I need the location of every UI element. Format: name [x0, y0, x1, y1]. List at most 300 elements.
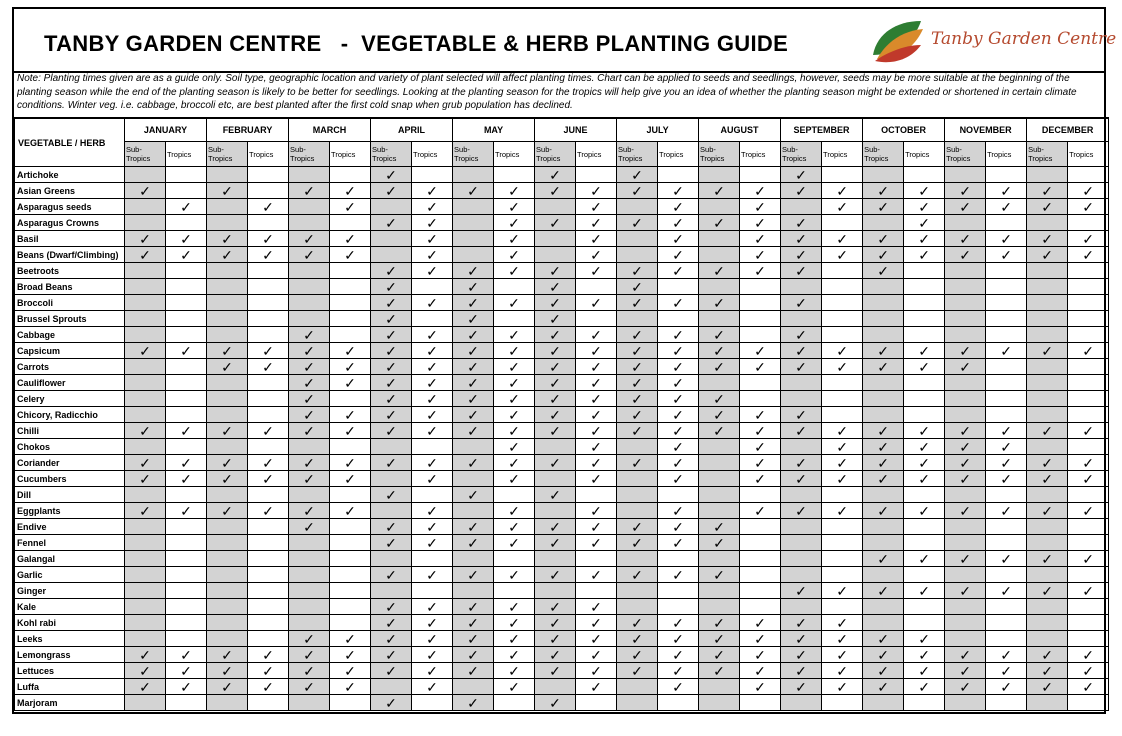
check-icon: ✓	[781, 647, 822, 663]
empty-cell	[330, 551, 371, 567]
empty-cell	[904, 167, 945, 183]
empty-cell	[781, 695, 822, 711]
table-row	[15, 295, 1109, 311]
empty-cell	[617, 599, 658, 615]
empty-cell	[289, 615, 330, 631]
empty-cell	[576, 311, 617, 327]
empty-cell	[740, 167, 781, 183]
empty-cell	[166, 535, 207, 551]
check-icon: ✓	[371, 423, 412, 439]
empty-cell	[781, 375, 822, 391]
check-icon: ✓	[330, 471, 371, 487]
empty-cell	[330, 295, 371, 311]
empty-cell	[289, 583, 330, 599]
check-icon: ✓	[371, 487, 412, 503]
empty-cell	[207, 167, 248, 183]
check-icon: ✓	[658, 391, 699, 407]
check-icon: ✓	[822, 359, 863, 375]
check-icon: ✓	[1068, 455, 1109, 471]
empty-cell	[1068, 263, 1109, 279]
empty-cell	[945, 407, 986, 423]
empty-cell	[658, 167, 699, 183]
vegetable-name: Lemongrass	[15, 647, 125, 663]
vegetable-name: Chokos	[15, 439, 125, 455]
empty-cell	[576, 279, 617, 295]
empty-cell	[904, 487, 945, 503]
zone-header-subtropics: Sub-Tropics	[1027, 142, 1068, 167]
empty-cell	[699, 231, 740, 247]
check-icon: ✓	[576, 439, 617, 455]
empty-cell	[494, 167, 535, 183]
check-icon: ✓	[986, 183, 1027, 199]
check-icon: ✓	[535, 295, 576, 311]
check-icon: ✓	[699, 343, 740, 359]
check-icon: ✓	[617, 359, 658, 375]
empty-cell	[248, 407, 289, 423]
check-icon: ✓	[945, 583, 986, 599]
check-icon: ✓	[658, 439, 699, 455]
empty-cell	[617, 583, 658, 599]
empty-cell	[125, 167, 166, 183]
check-icon: ✓	[371, 599, 412, 615]
month-header: FEBRUARY	[207, 118, 289, 142]
empty-cell	[863, 391, 904, 407]
check-icon: ✓	[576, 519, 617, 535]
empty-cell	[248, 535, 289, 551]
empty-cell	[822, 215, 863, 231]
zone-header-subtropics: Sub-Tropics	[371, 142, 412, 167]
check-icon: ✓	[1027, 183, 1068, 199]
check-icon: ✓	[1068, 423, 1109, 439]
check-icon: ✓	[863, 199, 904, 215]
check-icon: ✓	[207, 231, 248, 247]
empty-cell	[822, 551, 863, 567]
empty-cell	[166, 183, 207, 199]
empty-cell	[863, 327, 904, 343]
empty-cell	[1068, 295, 1109, 311]
check-icon: ✓	[453, 567, 494, 583]
empty-cell	[1027, 631, 1068, 647]
empty-cell	[740, 487, 781, 503]
empty-cell	[248, 263, 289, 279]
check-icon: ✓	[904, 583, 945, 599]
check-icon: ✓	[658, 263, 699, 279]
empty-cell	[740, 551, 781, 567]
check-icon: ✓	[986, 423, 1027, 439]
check-icon: ✓	[453, 327, 494, 343]
empty-cell	[699, 439, 740, 455]
check-icon: ✓	[617, 183, 658, 199]
check-icon: ✓	[494, 407, 535, 423]
empty-cell	[330, 311, 371, 327]
leaf-logo-icon	[869, 15, 927, 65]
empty-cell	[453, 439, 494, 455]
vegetable-name: Broad Beans	[15, 279, 125, 295]
empty-cell	[248, 295, 289, 311]
check-icon: ✓	[412, 199, 453, 215]
check-icon: ✓	[986, 199, 1027, 215]
check-icon: ✓	[904, 343, 945, 359]
check-icon: ✓	[535, 407, 576, 423]
empty-cell	[289, 439, 330, 455]
empty-cell	[945, 263, 986, 279]
check-icon: ✓	[781, 263, 822, 279]
check-icon: ✓	[822, 583, 863, 599]
empty-cell	[166, 439, 207, 455]
empty-cell	[822, 407, 863, 423]
empty-cell	[1068, 567, 1109, 583]
check-icon: ✓	[617, 423, 658, 439]
check-icon: ✓	[371, 263, 412, 279]
empty-cell	[166, 615, 207, 631]
check-icon: ✓	[658, 679, 699, 695]
check-icon: ✓	[781, 343, 822, 359]
empty-cell	[330, 279, 371, 295]
empty-cell	[125, 263, 166, 279]
check-icon: ✓	[945, 247, 986, 263]
empty-cell	[412, 487, 453, 503]
empty-cell	[904, 279, 945, 295]
table-row	[15, 503, 1109, 519]
check-icon: ✓	[1027, 663, 1068, 679]
check-icon: ✓	[945, 423, 986, 439]
check-icon: ✓	[781, 407, 822, 423]
check-icon: ✓	[453, 263, 494, 279]
empty-cell	[535, 439, 576, 455]
check-icon: ✓	[699, 631, 740, 647]
check-icon: ✓	[781, 455, 822, 471]
empty-cell	[1027, 311, 1068, 327]
check-icon: ✓	[781, 663, 822, 679]
check-icon: ✓	[699, 215, 740, 231]
check-icon: ✓	[1068, 583, 1109, 599]
check-icon: ✓	[740, 503, 781, 519]
check-icon: ✓	[535, 663, 576, 679]
check-icon: ✓	[453, 311, 494, 327]
empty-cell	[371, 439, 412, 455]
check-icon: ✓	[535, 343, 576, 359]
check-icon: ✓	[371, 311, 412, 327]
month-header: SEPTEMBER	[781, 118, 863, 142]
empty-cell	[945, 487, 986, 503]
table-row	[15, 247, 1109, 263]
empty-cell	[1027, 359, 1068, 375]
check-icon: ✓	[822, 503, 863, 519]
check-icon: ✓	[1027, 343, 1068, 359]
check-icon: ✓	[330, 199, 371, 215]
empty-cell	[166, 599, 207, 615]
empty-cell	[781, 551, 822, 567]
zone-header-subtropics: Sub-Tropics	[207, 142, 248, 167]
empty-cell	[1027, 695, 1068, 711]
zone-header-subtropics: Sub-Tropics	[699, 142, 740, 167]
check-icon: ✓	[863, 263, 904, 279]
table-row	[15, 551, 1109, 567]
check-icon: ✓	[986, 471, 1027, 487]
check-icon: ✓	[822, 343, 863, 359]
empty-cell	[699, 199, 740, 215]
check-icon: ✓	[371, 455, 412, 471]
empty-cell	[986, 375, 1027, 391]
check-icon: ✓	[658, 615, 699, 631]
check-icon: ✓	[494, 343, 535, 359]
empty-cell	[781, 279, 822, 295]
empty-cell	[986, 407, 1027, 423]
vegetable-name: Artichoke	[15, 167, 125, 183]
check-icon: ✓	[658, 423, 699, 439]
empty-cell	[863, 615, 904, 631]
check-icon: ✓	[453, 599, 494, 615]
vegetable-name: Leeks	[15, 631, 125, 647]
empty-cell	[945, 391, 986, 407]
check-icon: ✓	[658, 503, 699, 519]
check-icon: ✓	[986, 439, 1027, 455]
empty-cell	[904, 327, 945, 343]
empty-cell	[863, 375, 904, 391]
empty-cell	[125, 535, 166, 551]
empty-cell	[166, 167, 207, 183]
check-icon: ✓	[699, 407, 740, 423]
check-icon: ✓	[576, 647, 617, 663]
empty-cell	[986, 631, 1027, 647]
check-icon: ✓	[945, 455, 986, 471]
check-icon: ✓	[248, 679, 289, 695]
check-icon: ✓	[658, 247, 699, 263]
check-icon: ✓	[166, 231, 207, 247]
empty-cell	[494, 311, 535, 327]
check-icon: ✓	[658, 471, 699, 487]
table-row	[15, 583, 1109, 599]
check-icon: ✓	[535, 215, 576, 231]
empty-cell	[166, 279, 207, 295]
check-icon: ✓	[904, 631, 945, 647]
empty-cell	[453, 231, 494, 247]
empty-cell	[207, 599, 248, 615]
check-icon: ✓	[740, 455, 781, 471]
check-icon: ✓	[822, 439, 863, 455]
check-icon: ✓	[494, 199, 535, 215]
check-icon: ✓	[412, 679, 453, 695]
vegetable-name: Broccoli	[15, 295, 125, 311]
empty-cell	[781, 439, 822, 455]
check-icon: ✓	[535, 647, 576, 663]
table-row	[15, 615, 1109, 631]
empty-cell	[1068, 535, 1109, 551]
table-row	[15, 423, 1109, 439]
empty-cell	[863, 519, 904, 535]
empty-cell	[986, 263, 1027, 279]
logo-text: Tanby Garden Centre	[931, 29, 1117, 49]
empty-cell	[371, 583, 412, 599]
empty-cell	[986, 535, 1027, 551]
empty-cell	[453, 247, 494, 263]
check-icon: ✓	[535, 263, 576, 279]
empty-cell	[125, 439, 166, 455]
empty-cell	[248, 391, 289, 407]
vegetable-name: Ginger	[15, 583, 125, 599]
check-icon: ✓	[904, 215, 945, 231]
check-icon: ✓	[781, 327, 822, 343]
empty-cell	[494, 695, 535, 711]
check-icon: ✓	[412, 519, 453, 535]
zone-header-tropics: Tropics	[986, 142, 1027, 167]
check-icon: ✓	[658, 519, 699, 535]
empty-cell	[453, 215, 494, 231]
check-icon: ✓	[289, 183, 330, 199]
check-icon: ✓	[945, 359, 986, 375]
empty-cell	[166, 487, 207, 503]
check-icon: ✓	[330, 647, 371, 663]
empty-cell	[699, 167, 740, 183]
check-icon: ✓	[453, 535, 494, 551]
table-row	[15, 327, 1109, 343]
empty-cell	[822, 167, 863, 183]
zone-header-tropics: Tropics	[1068, 142, 1109, 167]
check-icon: ✓	[494, 247, 535, 263]
empty-cell	[863, 279, 904, 295]
check-icon: ✓	[412, 503, 453, 519]
empty-cell	[289, 263, 330, 279]
vegetable-name: Lettuces	[15, 663, 125, 679]
check-icon: ✓	[617, 647, 658, 663]
check-icon: ✓	[740, 359, 781, 375]
check-icon: ✓	[740, 615, 781, 631]
empty-cell	[248, 695, 289, 711]
check-icon: ✓	[945, 343, 986, 359]
empty-cell	[617, 551, 658, 567]
check-icon: ✓	[412, 567, 453, 583]
vegetable-name: Marjoram	[15, 695, 125, 711]
check-icon: ✓	[494, 631, 535, 647]
check-icon: ✓	[740, 471, 781, 487]
check-icon: ✓	[330, 679, 371, 695]
empty-cell	[289, 535, 330, 551]
empty-cell	[617, 679, 658, 695]
check-icon: ✓	[863, 663, 904, 679]
empty-cell	[535, 471, 576, 487]
check-icon: ✓	[412, 215, 453, 231]
check-icon: ✓	[166, 471, 207, 487]
month-header: NOVEMBER	[945, 118, 1027, 142]
empty-cell	[453, 199, 494, 215]
check-icon: ✓	[371, 327, 412, 343]
vegetable-name: Carrots	[15, 359, 125, 375]
empty-cell	[781, 567, 822, 583]
check-icon: ✓	[412, 663, 453, 679]
check-icon: ✓	[453, 295, 494, 311]
check-icon: ✓	[289, 359, 330, 375]
empty-cell	[248, 631, 289, 647]
check-icon: ✓	[371, 695, 412, 711]
check-icon: ✓	[863, 551, 904, 567]
empty-cell	[1027, 599, 1068, 615]
check-icon: ✓	[330, 375, 371, 391]
check-icon: ✓	[781, 615, 822, 631]
empty-cell	[699, 599, 740, 615]
zone-header-tropics: Tropics	[740, 142, 781, 167]
check-icon: ✓	[207, 359, 248, 375]
check-icon: ✓	[740, 631, 781, 647]
empty-cell	[125, 295, 166, 311]
check-icon: ✓	[617, 567, 658, 583]
empty-cell	[863, 167, 904, 183]
check-icon: ✓	[1027, 231, 1068, 247]
month-header: APRIL	[371, 118, 453, 142]
check-icon: ✓	[453, 631, 494, 647]
empty-cell	[822, 487, 863, 503]
empty-cell	[330, 167, 371, 183]
logo	[869, 15, 1117, 67]
empty-cell	[699, 503, 740, 519]
zone-header-tropics: Tropics	[494, 142, 535, 167]
page-title: TANBY GARDEN CENTRE - VEGETABLE & HERB PLANTING GUIDE	[44, 31, 789, 56]
check-icon: ✓	[371, 615, 412, 631]
check-icon: ✓	[617, 279, 658, 295]
empty-cell	[289, 295, 330, 311]
check-icon: ✓	[535, 359, 576, 375]
empty-cell	[986, 615, 1027, 631]
vegetable-name: Basil	[15, 231, 125, 247]
empty-cell	[1068, 439, 1109, 455]
check-icon: ✓	[1068, 647, 1109, 663]
check-icon: ✓	[986, 663, 1027, 679]
check-icon: ✓	[494, 599, 535, 615]
check-icon: ✓	[699, 567, 740, 583]
empty-cell	[125, 583, 166, 599]
check-icon: ✓	[904, 231, 945, 247]
empty-cell	[166, 567, 207, 583]
empty-cell	[904, 535, 945, 551]
check-icon: ✓	[289, 343, 330, 359]
empty-cell	[453, 551, 494, 567]
empty-cell	[740, 391, 781, 407]
empty-cell	[740, 375, 781, 391]
check-icon: ✓	[986, 231, 1027, 247]
check-icon: ✓	[945, 503, 986, 519]
empty-cell	[248, 183, 289, 199]
empty-cell	[248, 279, 289, 295]
check-icon: ✓	[658, 199, 699, 215]
empty-cell	[330, 327, 371, 343]
check-icon: ✓	[781, 167, 822, 183]
empty-cell	[453, 679, 494, 695]
empty-cell	[986, 215, 1027, 231]
check-icon: ✓	[330, 663, 371, 679]
empty-cell	[1027, 215, 1068, 231]
check-icon: ✓	[330, 455, 371, 471]
check-icon: ✓	[453, 615, 494, 631]
check-icon: ✓	[1027, 583, 1068, 599]
check-icon: ✓	[781, 247, 822, 263]
check-icon: ✓	[494, 215, 535, 231]
check-icon: ✓	[658, 359, 699, 375]
check-icon: ✓	[863, 471, 904, 487]
check-icon: ✓	[781, 471, 822, 487]
zone-header-subtropics: Sub-Tropics	[617, 142, 658, 167]
empty-cell	[1068, 279, 1109, 295]
empty-cell	[986, 391, 1027, 407]
empty-cell	[781, 535, 822, 551]
empty-cell	[166, 551, 207, 567]
check-icon: ✓	[330, 631, 371, 647]
empty-cell	[945, 167, 986, 183]
empty-cell	[207, 535, 248, 551]
empty-cell	[740, 311, 781, 327]
empty-cell	[125, 695, 166, 711]
vegetable-name: Chicory, Radicchio	[15, 407, 125, 423]
empty-cell	[371, 679, 412, 695]
vegetable-name: Cabbage	[15, 327, 125, 343]
